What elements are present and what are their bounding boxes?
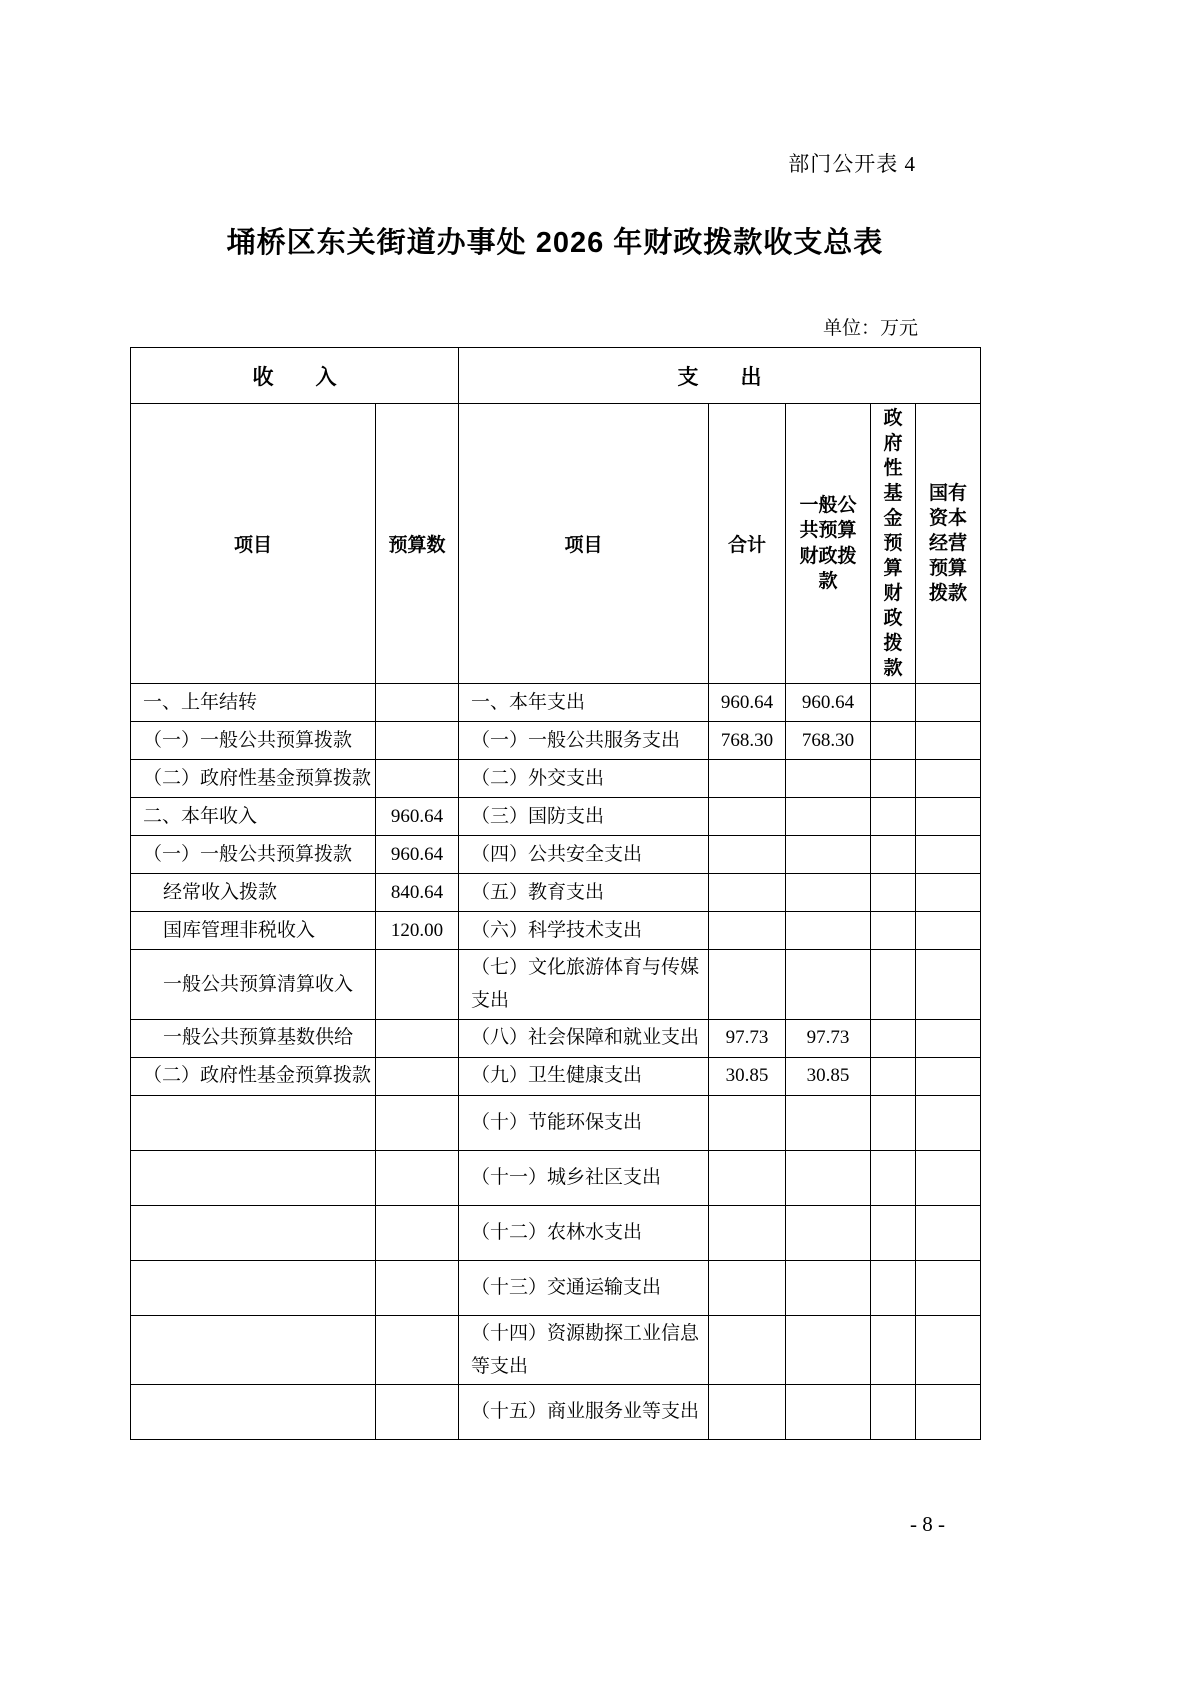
expense-item-cell: （十一）城乡社区支出 (459, 1150, 709, 1205)
income-budget-cell (376, 760, 459, 798)
income-budget-cell (376, 1150, 459, 1205)
expense-total-cell (709, 1095, 786, 1150)
expense-gov-fund-cell (871, 1315, 916, 1385)
expense-item-cell: （十五）商业服务业等支出 (459, 1385, 709, 1440)
income-item-cell (131, 1315, 376, 1385)
income-item-cell (131, 1260, 376, 1315)
income-item-cell: 二、本年收入 (131, 798, 376, 836)
expense-item-cell: （十三）交通运输支出 (459, 1260, 709, 1315)
col-header-gov-fund-budget-text: 政府性基金预算财政拨款 (883, 407, 903, 680)
expense-item-cell: （四）公共安全支出 (459, 836, 709, 874)
col-header-income-budget: 预算数 (376, 404, 459, 684)
column-header-row (131, 404, 981, 684)
expense-item-cell: （五）教育支出 (459, 874, 709, 912)
expense-state-capital-cell (916, 1057, 981, 1095)
expense-state-capital-cell (916, 798, 981, 836)
expense-general-public-cell (786, 1260, 871, 1315)
income-budget-cell: 960.64 (376, 836, 459, 874)
income-budget-cell (376, 722, 459, 760)
expense-total-cell (709, 874, 786, 912)
income-item-cell: （一）一般公共预算拨款 (131, 722, 376, 760)
unit-label: 单位：万元 (822, 318, 918, 339)
expense-state-capital-cell (916, 1385, 981, 1440)
expense-total-cell (709, 836, 786, 874)
section-header-row (131, 348, 981, 404)
expense-gov-fund-cell (871, 1057, 916, 1095)
expense-total-cell: 768.30 (709, 722, 786, 760)
expense-general-public-cell (786, 950, 871, 1020)
expense-general-public-cell (786, 912, 871, 950)
expense-gov-fund-cell (871, 874, 916, 912)
expense-item-cell: （七）文化旅游体育与传媒支出 (459, 950, 709, 1020)
income-item-cell: 一、上年结转 (131, 684, 376, 722)
table-row (131, 1205, 981, 1260)
col-header-total: 合计 (709, 404, 786, 684)
col-header-general-public-budget (786, 404, 871, 684)
document-content (130, 148, 980, 1537)
table-row (131, 798, 981, 836)
expense-general-public-cell (786, 798, 871, 836)
expense-general-public-cell (786, 874, 871, 912)
income-budget-cell (376, 1095, 459, 1150)
expense-general-public-cell: 30.85 (786, 1057, 871, 1095)
col-header-expense-item: 项目 (459, 404, 709, 684)
income-budget-cell: 960.64 (376, 798, 459, 836)
income-budget-cell (376, 1315, 459, 1385)
income-budget-cell (376, 950, 459, 1020)
expense-total-cell: 97.73 (709, 1019, 786, 1057)
expense-state-capital-cell (916, 1260, 981, 1315)
table-row (131, 1260, 981, 1315)
expense-state-capital-cell (916, 874, 981, 912)
table-row (131, 1019, 981, 1057)
col-header-general-public-budget-text: 一般公共预算财政拨款 (799, 495, 857, 592)
income-item-cell: （二）政府性基金预算拨款 (131, 1057, 376, 1095)
expense-gov-fund-cell (871, 1385, 916, 1440)
expense-total-cell (709, 1315, 786, 1385)
table-row (131, 1385, 981, 1440)
expense-general-public-cell (786, 1150, 871, 1205)
expense-gov-fund-cell (871, 1260, 916, 1315)
income-budget-cell (376, 1385, 459, 1440)
expense-total-cell (709, 798, 786, 836)
income-item-cell: 一般公共预算基数供给 (131, 1019, 376, 1057)
expense-gov-fund-cell (871, 1019, 916, 1057)
income-item-cell: （二）政府性基金预算拨款 (131, 760, 376, 798)
expense-general-public-cell (786, 1385, 871, 1440)
expense-gov-fund-cell (871, 684, 916, 722)
corner-label: 部门公开表 4 (788, 152, 916, 176)
table-row (131, 1095, 981, 1150)
table-row (131, 836, 981, 874)
expense-general-public-cell (786, 1205, 871, 1260)
expense-total-cell (709, 1150, 786, 1205)
expense-general-public-cell: 768.30 (786, 722, 871, 760)
expense-general-public-cell (786, 1315, 871, 1385)
page-number: - 8 - (910, 1512, 945, 1536)
expense-general-public-cell: 960.64 (786, 684, 871, 722)
expense-state-capital-cell (916, 836, 981, 874)
expense-gov-fund-cell (871, 1205, 916, 1260)
income-budget-cell (376, 1260, 459, 1315)
income-item-cell: 一般公共预算清算收入 (131, 950, 376, 1020)
col-header-gov-fund-budget (871, 404, 916, 684)
expense-state-capital-cell (916, 760, 981, 798)
expense-item-cell: （八）社会保障和就业支出 (459, 1019, 709, 1057)
expense-item-cell: （二）外交支出 (459, 760, 709, 798)
col-header-state-capital-budget-text: 国有资本经营预算拨款 (929, 482, 968, 605)
expense-total-cell (709, 912, 786, 950)
expense-item-cell: （一）一般公共服务支出 (459, 722, 709, 760)
income-item-cell (131, 1205, 376, 1260)
expense-gov-fund-cell (871, 912, 916, 950)
table-row (131, 722, 981, 760)
table-row (131, 684, 981, 722)
expense-section-header: 支 出 (459, 348, 981, 404)
table-row (131, 912, 981, 950)
col-header-state-capital-budget (916, 404, 981, 684)
expense-general-public-cell: 97.73 (786, 1019, 871, 1057)
income-item-cell (131, 1385, 376, 1440)
table-row (131, 1150, 981, 1205)
expense-item-cell: （六）科学技术支出 (459, 912, 709, 950)
expense-gov-fund-cell (871, 950, 916, 1020)
expense-state-capital-cell (916, 1205, 981, 1260)
expense-total-cell: 960.64 (709, 684, 786, 722)
expense-item-cell: （十）节能环保支出 (459, 1095, 709, 1150)
income-budget-cell (376, 684, 459, 722)
expense-state-capital-cell (916, 1315, 981, 1385)
col-header-income-item: 项目 (131, 404, 376, 684)
income-item-cell (131, 1095, 376, 1150)
expense-item-cell: （九）卫生健康支出 (459, 1057, 709, 1095)
expense-gov-fund-cell (871, 1150, 916, 1205)
expense-total-cell (709, 1385, 786, 1440)
table-row (131, 1315, 981, 1385)
expense-gov-fund-cell (871, 760, 916, 798)
income-budget-cell (376, 1205, 459, 1260)
expense-item-cell: （十四）资源勘探工业信息等支出 (459, 1315, 709, 1385)
page-title: 埇桥区东关街道办事处 2026 年财政拨款收支总表 (226, 227, 884, 259)
income-budget-cell: 840.64 (376, 874, 459, 912)
expense-gov-fund-cell (871, 798, 916, 836)
table-row (131, 1057, 981, 1095)
expense-state-capital-cell (916, 912, 981, 950)
expense-general-public-cell (786, 760, 871, 798)
expense-gov-fund-cell (871, 722, 916, 760)
expense-total-cell (709, 760, 786, 798)
expense-item-cell: （十二）农林水支出 (459, 1205, 709, 1260)
income-item-cell: 经常收入拨款 (131, 874, 376, 912)
income-item-cell (131, 1150, 376, 1205)
expense-state-capital-cell (916, 722, 981, 760)
table-row (131, 874, 981, 912)
expense-state-capital-cell (916, 684, 981, 722)
expense-total-cell (709, 1205, 786, 1260)
table-row (131, 950, 981, 1020)
expense-state-capital-cell (916, 1095, 981, 1150)
expense-state-capital-cell (916, 1150, 981, 1205)
income-budget-cell (376, 1057, 459, 1095)
expense-item-cell: （三）国防支出 (459, 798, 709, 836)
expense-general-public-cell (786, 836, 871, 874)
income-budget-cell (376, 1019, 459, 1057)
expense-gov-fund-cell (871, 1095, 916, 1150)
table-row (131, 760, 981, 798)
budget-table (130, 347, 981, 1440)
expense-gov-fund-cell (871, 836, 916, 874)
expense-total-cell (709, 1260, 786, 1315)
income-item-cell: 国库管理非税收入 (131, 912, 376, 950)
expense-general-public-cell (786, 1095, 871, 1150)
expense-state-capital-cell (916, 950, 981, 1020)
expense-total-cell: 30.85 (709, 1057, 786, 1095)
income-item-cell: （一）一般公共预算拨款 (131, 836, 376, 874)
expense-total-cell (709, 950, 786, 1020)
expense-state-capital-cell (916, 1019, 981, 1057)
income-budget-cell: 120.00 (376, 912, 459, 950)
income-section-header: 收 入 (131, 348, 459, 404)
expense-item-cell: 一、本年支出 (459, 684, 709, 722)
